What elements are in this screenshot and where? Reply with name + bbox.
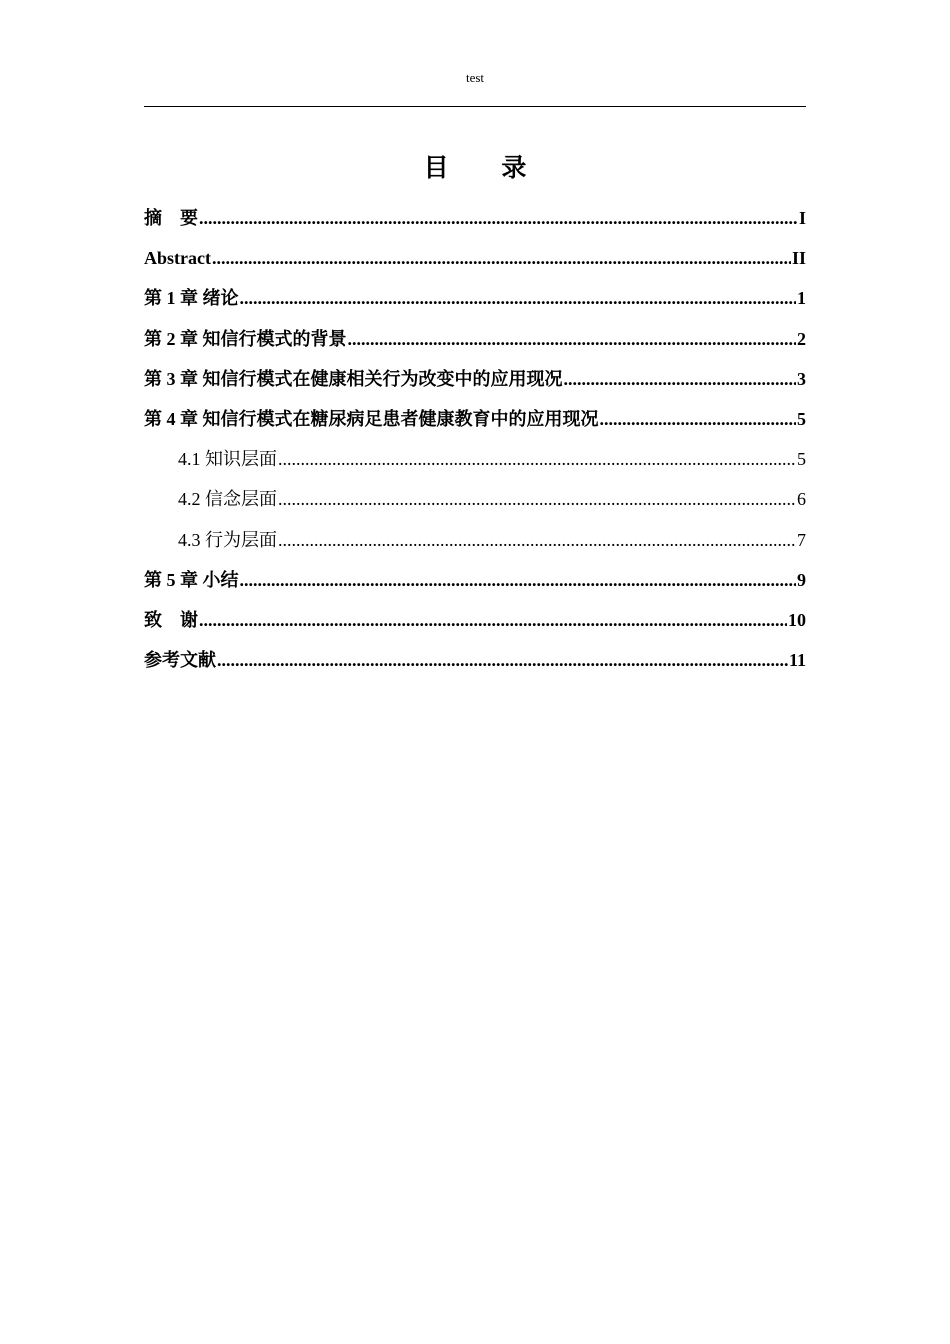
toc-entry-page: 5 <box>797 449 806 470</box>
toc-leader-dots <box>600 399 797 439</box>
toc-entry-label: 第 4 章 知信行模式在糖尿病足患者健康教育中的应用现况 <box>144 408 599 429</box>
toc-entry-page: 3 <box>797 368 806 389</box>
toc-entry-section-4-3[interactable] <box>144 520 806 560</box>
toc-leader-dots <box>278 479 796 519</box>
toc-entry-label: 参考文献 <box>144 650 216 671</box>
toc-entry-page: I <box>798 208 806 228</box>
toc-leader-dots <box>278 520 796 560</box>
toc-entry-label: 第 5 章 小结 <box>144 569 239 590</box>
toc-entry-page: II <box>791 248 806 269</box>
toc-entry-abstract-cn[interactable] <box>144 198 806 238</box>
toc-leader-dots <box>199 198 798 238</box>
toc-entry-abstract-en[interactable] <box>144 238 806 278</box>
table-of-contents <box>144 198 806 680</box>
toc-entry-page: 7 <box>797 529 806 550</box>
page-header: test <box>465 70 485 85</box>
toc-entry-page: 9 <box>797 569 806 590</box>
toc-entry-label: 第 3 章 知信行模式在健康相关行为改变中的应用现况 <box>144 368 563 389</box>
toc-entry-chapter-3[interactable] <box>144 359 806 399</box>
toc-entry-page: 6 <box>797 489 806 510</box>
toc-leader-dots <box>278 439 796 479</box>
toc-entry-section-4-1[interactable] <box>144 439 806 479</box>
toc-entry-label: Abstract <box>144 248 211 269</box>
toc-entry-label: 摘 要 <box>144 208 198 228</box>
toc-entry-label: 4.1 知识层面 <box>178 449 277 470</box>
toc-entry-section-4-2[interactable] <box>144 479 806 519</box>
toc-entry-label: 第 2 章 知信行模式的背景 <box>144 328 347 349</box>
toc-leader-dots <box>212 238 791 278</box>
toc-entry-page: 11 <box>788 650 806 671</box>
toc-entry-chapter-1[interactable] <box>144 278 806 318</box>
toc-leader-dots <box>240 278 797 318</box>
toc-entry-label: 4.2 信念层面 <box>178 489 277 510</box>
toc-entry-page: 10 <box>788 609 806 630</box>
toc-entry-chapter-4[interactable] <box>144 399 806 439</box>
toc-leader-dots <box>199 600 787 640</box>
toc-leader-dots <box>564 359 797 399</box>
toc-entry-acknowledgements[interactable] <box>144 600 806 640</box>
toc-entry-label: 第 1 章 绪论 <box>144 288 239 309</box>
toc-entry-page: 1 <box>797 288 806 309</box>
header-divider <box>144 106 806 107</box>
toc-entry-page: 2 <box>797 328 806 349</box>
toc-entry-label: 4.3 行为层面 <box>178 529 277 550</box>
toc-entry-page: 5 <box>797 408 806 429</box>
toc-leader-dots <box>240 560 797 600</box>
toc-entry-references[interactable] <box>144 640 806 680</box>
toc-entry-chapter-2[interactable] <box>144 319 806 359</box>
toc-leader-dots <box>348 319 797 359</box>
toc-entry-chapter-5[interactable] <box>144 560 806 600</box>
toc-leader-dots <box>217 640 788 680</box>
toc-entry-label: 致 谢 <box>144 609 198 630</box>
toc-title: 目 录 <box>423 153 549 182</box>
